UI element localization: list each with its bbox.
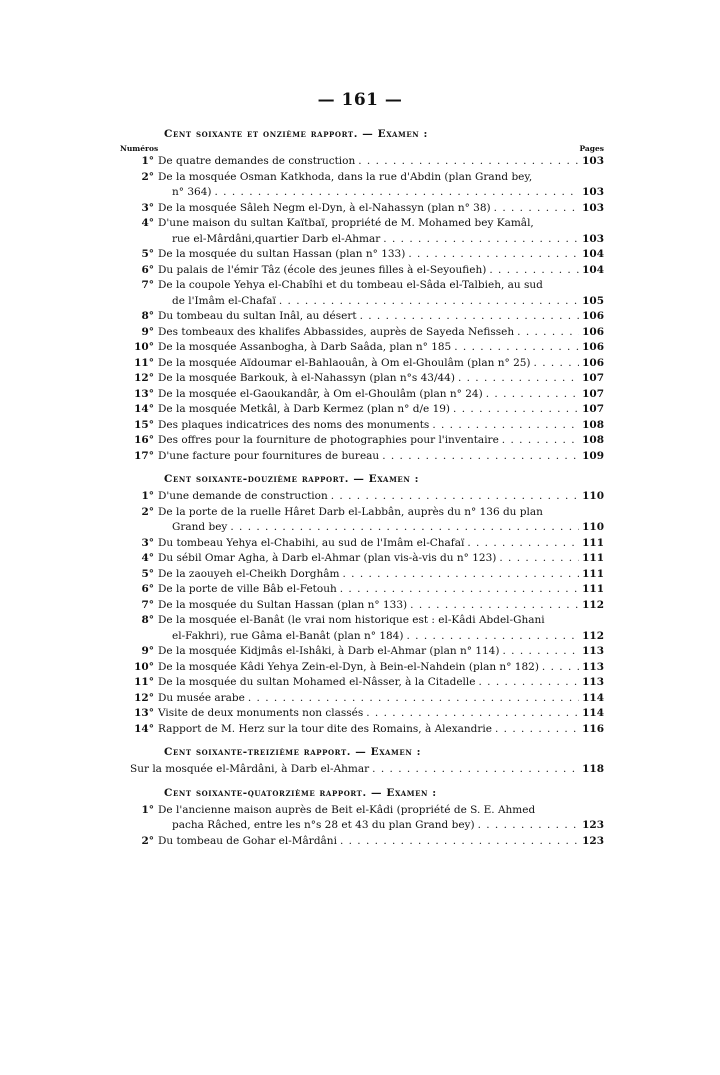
leader-dots: [486, 387, 579, 403]
list-item: [120, 263, 604, 279]
section-title: Cent soixante-douzième rapport. — Examen :: [164, 473, 420, 485]
entry-text: De la mosquée Sâleh Negm el-Dyn, à el-Nahassyn (plan n° 38): [158, 201, 491, 214]
entry-number: 8°: [141, 310, 154, 322]
entry-page: 112: [582, 629, 604, 642]
entry-text: De la mosquée Kidjmâs el-Ishâki, à Darb el-Ahmar (plan n° 114): [158, 645, 500, 657]
entry-text: Des tombeaux des khalifes Abbassides, auprès de Sayeda Nefisseh: [158, 325, 515, 338]
entry-number: 11°: [134, 676, 154, 688]
entry-page: 118: [582, 763, 604, 775]
leader-dots: [358, 154, 579, 170]
entry-text: De l'ancienne maison auprès de Beit el-Kâdi (propriété de S. E. Ahmed: [158, 803, 536, 816]
list-item: [120, 551, 604, 567]
report-171: [120, 128, 604, 464]
entry-number: 1°: [141, 490, 154, 502]
entry-text: pacha Râched, entre les n°s 28 et 43 du plan Grand bey): [172, 819, 475, 831]
leader-dots: [502, 644, 579, 660]
entry-text: De quatre demandes de construction: [158, 155, 356, 167]
leader-dots: [406, 629, 579, 645]
entry-text: D'une facture pour fournitures de bureau: [158, 449, 380, 462]
entry-text: Des offres pour la fourniture de photographies pour l'inventaire: [158, 434, 499, 446]
list-item: [120, 387, 604, 403]
entry-page: 104: [582, 263, 604, 276]
report-174: [120, 787, 604, 850]
leader-dots: [534, 356, 579, 372]
entry-number: 16°: [134, 434, 154, 446]
list-item: [120, 536, 604, 552]
list-item: [120, 216, 604, 247]
entry-page: 111: [582, 536, 604, 549]
leader-dots: [517, 325, 579, 341]
entry-text: De la mosquée el-Banât (le vrai nom historique est : el-Kâdi Abdel-Ghani: [158, 614, 545, 626]
entry-text: el-Fakhri), rue Gâma el-Banât (plan n° 184): [172, 629, 404, 642]
list-item: [120, 309, 604, 325]
list-item: [120, 340, 604, 356]
column-headers: [120, 144, 604, 153]
entry-number: 2°: [141, 505, 154, 518]
entry-page: 111: [582, 552, 604, 564]
list-item: [120, 834, 604, 850]
list-item: [120, 660, 604, 676]
list-item: [120, 691, 604, 707]
report-173: [120, 746, 604, 778]
entry-number: 4°: [141, 217, 154, 229]
entry-page: 111: [582, 567, 604, 580]
entry-number: 3°: [141, 536, 154, 549]
leader-dots: [453, 402, 579, 418]
list-item: [120, 371, 604, 387]
entry-number: 8°: [141, 614, 154, 626]
entry-page: 110: [582, 490, 604, 502]
entry-page: 113: [582, 676, 604, 688]
list-item: [120, 325, 604, 341]
list-item: [120, 418, 604, 434]
entry-text: Du tombeau de Gohar el-Mârdâni: [158, 834, 337, 847]
list-item: [120, 489, 604, 505]
leader-dots: [382, 449, 579, 465]
list-item: [120, 402, 604, 418]
list-item: [120, 433, 604, 449]
entry-text: De la coupole Yehya el-Chabîhi et du tombeau el-Sâda el-Talbieh, au sud: [158, 279, 543, 291]
section-title: Cent soixante-treizième rapport. — Examen :: [164, 746, 422, 758]
list-item: [120, 278, 604, 309]
col-pages: Pages: [579, 144, 604, 153]
entry-text: Visite de deux monuments non classés: [158, 707, 364, 719]
list-item: [120, 505, 604, 536]
list-item: [120, 803, 604, 834]
entry-page: 116: [582, 722, 604, 735]
entry-page: 108: [582, 418, 604, 431]
leader-dots: [360, 309, 579, 325]
entry-list: [120, 489, 604, 737]
leader-dots: [366, 706, 579, 722]
leader-dots: [502, 433, 579, 449]
entry-page: 111: [582, 583, 604, 595]
leader-dots: [248, 691, 579, 707]
leader-dots: [215, 185, 580, 201]
entry-text: De la mosquée Barkouk, à el-Nahassyn (plan n°s 43/44): [158, 372, 455, 384]
entry-number: 14°: [134, 722, 154, 735]
page-number: — 161 —: [317, 90, 403, 110]
entry-page: 103: [582, 186, 604, 198]
entry-number: 11°: [134, 356, 154, 369]
entry-text: De la mosquée Assanbogha, à Darb Saâda, plan n° 185: [158, 341, 452, 353]
entry-number: 15°: [134, 418, 154, 431]
entry-page: 108: [582, 434, 604, 446]
entry-page: 106: [582, 356, 604, 369]
entry-page: 103: [582, 155, 604, 167]
entry-page: 113: [582, 645, 604, 657]
entry-page: 113: [582, 660, 604, 673]
entry-number: 6°: [141, 583, 154, 595]
entry-text: De la mosquée Kâdi Yehya Zein-el-Dyn, à Bein-el-Nahdein (plan n° 182): [158, 660, 539, 673]
entry-text: De la zaouyeh el-Cheikh Dorghâm: [158, 567, 340, 580]
leader-dots: [494, 201, 579, 217]
leader-dots: [372, 762, 579, 778]
entry-text: De la porte de ville Bâb el-Fetouh: [158, 583, 337, 595]
entry-page: 106: [582, 341, 604, 353]
entry-number: 10°: [134, 341, 154, 353]
entry-page: 106: [582, 310, 604, 322]
entry-text: De la mosquée Metkâl, à Darb Kermez (plan n° d/e 19): [158, 403, 451, 415]
entry-number: 4°: [141, 552, 154, 564]
list-item: [120, 449, 604, 465]
entry-number: 17°: [134, 449, 154, 462]
entry-page: 103: [582, 201, 604, 214]
entry-text: de l'Imâm el-Chafaï: [172, 294, 276, 307]
entry-text: Du palais de l'émir Tâz (école des jeunes filles à el-Seyoufieh): [158, 263, 487, 276]
leader-dots: [489, 263, 579, 279]
entry-page: 105: [582, 294, 604, 307]
entry-text: n° 364): [172, 186, 212, 198]
entry-number: 7°: [141, 598, 154, 611]
leader-dots: [499, 551, 579, 567]
table-of-contents: [120, 128, 604, 858]
leader-dots: [467, 536, 579, 552]
entry-text: Rapport de M. Herz sur la tour dite des Romains, à Alexandrie: [158, 722, 492, 735]
list-item: [120, 170, 604, 201]
list-item: [120, 722, 604, 738]
entry-number: 1°: [141, 803, 154, 816]
list-item: [120, 762, 604, 778]
leader-dots: [331, 489, 579, 505]
list-item: [120, 356, 604, 372]
entry-text: D'une maison du sultan Kaïtbaï, propriété de M. Mohamed bey Kamâl,: [158, 217, 534, 229]
leader-dots: [458, 371, 579, 387]
leader-dots: [478, 818, 579, 834]
entry-list: [120, 803, 604, 850]
entry-number: 9°: [141, 325, 154, 338]
entry-text: Du tombeau du sultan Inâl, au désert: [158, 310, 357, 322]
entry-page: 112: [582, 598, 604, 611]
list-item: [120, 675, 604, 691]
entry-text: De la mosquée du sultan Hassan (plan n° 133): [158, 248, 406, 260]
entry-text: rue el-Mârdâni,quartier Darb el-Ahmar: [172, 232, 381, 245]
list-item: [120, 706, 604, 722]
entry-text: De la porte de la ruelle Hâret Darb el-Labbân, auprès du n° 136 du plan: [158, 505, 543, 518]
entry-text: De la mosquée Osman Katkhoda, dans la rue d'Abdin (plan Grand bey,: [158, 170, 533, 183]
entry-page: 109: [582, 449, 604, 462]
entry-text: De la mosquée Aïdoumar el-Bahlaouân, à Om el-Ghoulâm (plan n° 25): [158, 356, 531, 369]
entry-page: 114: [582, 691, 604, 704]
list-item: [120, 582, 604, 598]
entry-number: 14°: [134, 403, 154, 415]
leader-dots: [410, 598, 579, 614]
entry-page: 107: [582, 403, 604, 415]
entry-page: 107: [582, 372, 604, 384]
report-172: [120, 473, 604, 737]
entry-page: 110: [582, 521, 604, 533]
entry-number: 13°: [134, 707, 154, 719]
entry-text: Du musée arabe: [158, 691, 245, 704]
entry-number: 5°: [141, 567, 154, 580]
entry-number: 2°: [141, 834, 154, 847]
col-numeros: Numéros: [120, 144, 159, 153]
entry-number: 10°: [134, 660, 154, 673]
leader-dots: [478, 675, 579, 691]
entry-page: 106: [582, 325, 604, 338]
entry-text: D'une demande de construction: [158, 490, 328, 502]
leader-dots: [342, 567, 579, 583]
entry-text: Sur la mosquée el-Mârdâni, à Darb el-Ahmar: [130, 763, 370, 775]
entry-list: [120, 154, 604, 464]
entry-text: De la mosquée el-Gaoukandâr, à Om el-Ghoulâm (plan n° 24): [158, 387, 483, 400]
entry-page: 103: [582, 232, 604, 245]
list-item: [120, 644, 604, 660]
entry-number: 12°: [134, 372, 154, 384]
entry-page: 123: [582, 819, 604, 831]
leader-dots: [340, 582, 579, 598]
entry-number: 3°: [141, 201, 154, 214]
section-title: Cent soixante et onzième rapport. — Examen :: [164, 128, 429, 140]
entry-text: Du sébil Omar Agha, à Darb el-Ahmar (plan vis-à-vis du n° 123): [158, 552, 497, 564]
entry-text: Grand bey: [172, 521, 228, 533]
list-item: [120, 567, 604, 583]
entry-number: 7°: [141, 279, 154, 291]
entry-page: 107: [582, 387, 604, 400]
leader-dots: [383, 232, 579, 248]
list-item: [120, 247, 604, 263]
section-title: Cent soixante-quatorzième rapport. — Examen :: [164, 786, 437, 799]
entry-page: 123: [582, 834, 604, 847]
leader-dots: [542, 660, 579, 676]
entry-text: De la mosquée du sultan Mohamed el-Nâsser, à la Citadelle: [158, 676, 476, 688]
entry-page: 104: [582, 248, 604, 260]
leader-dots: [432, 418, 579, 434]
entry-number: 5°: [141, 248, 154, 260]
leader-dots: [279, 294, 579, 310]
list-item: [120, 613, 604, 644]
entry-number: 12°: [134, 691, 154, 704]
entry-number: 9°: [141, 645, 154, 657]
entry-number: 13°: [134, 387, 154, 400]
entry-text: Des plaques indicatrices des noms des monuments: [158, 418, 430, 431]
entry-text: De la mosquée du Sultan Hassan (plan n° 133): [158, 598, 408, 611]
leader-dots: [340, 834, 579, 850]
list-item: [120, 201, 604, 217]
list-item: [120, 598, 604, 614]
leader-dots: [454, 340, 579, 356]
entry-number: 6°: [141, 263, 154, 276]
leader-dots: [408, 247, 579, 263]
leader-dots: [495, 722, 579, 738]
entry-number: 2°: [141, 170, 154, 183]
list-item: [120, 154, 604, 170]
entry-text: Du tombeau Yehya el-Chabihi, au sud de l'Imâm el-Chafaï: [158, 536, 465, 549]
leader-dots: [230, 520, 579, 536]
entry-number: 1°: [141, 155, 154, 167]
entry-page: 114: [582, 707, 604, 719]
